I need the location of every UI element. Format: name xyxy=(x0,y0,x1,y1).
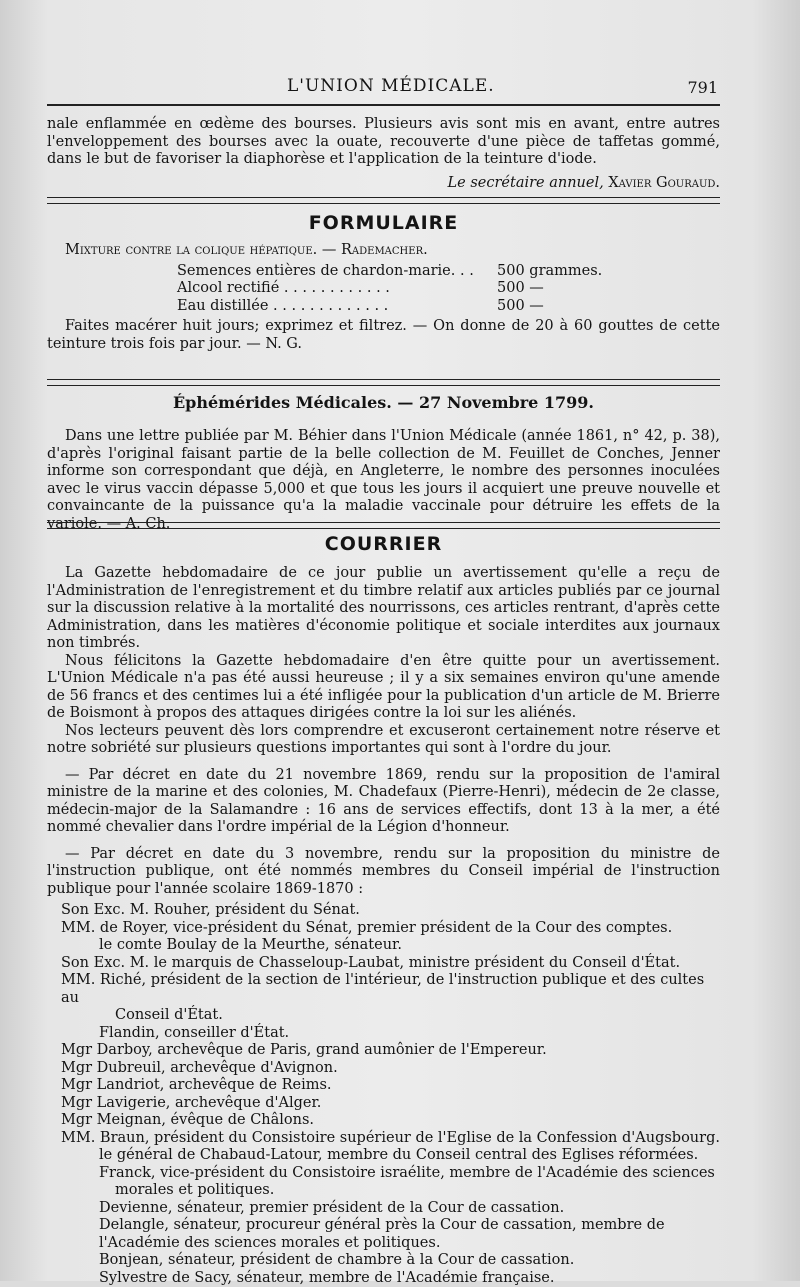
member-line: Bonjean, sénateur, président de chambre à la Cour de cassation. xyxy=(47,1252,720,1270)
ingredient-qty: 500 — xyxy=(497,298,544,316)
member-line: Mgr Dubreuil, archevêque d'Avignon. xyxy=(47,1060,720,1078)
ephemerides-section xyxy=(47,393,720,533)
member-line: Delangle, sénateur, procureur général près la Cour de cassation, membre de l'Académie des sciences morales et politiques. xyxy=(47,1217,720,1252)
member-line: le comte Boulay de la Meurthe, sénateur. xyxy=(47,937,720,955)
signature-name: Xavier Gouraud. xyxy=(608,175,720,191)
courrier-heading: COURRIER xyxy=(47,533,720,555)
courrier-paragraph: La Gazette hebdomadaire de ce jour publie un avertissement qu'elle a reçu de l'Administration de l'enregistrement et du timbre relatif aux articles publiés par ce journal sur la discussion relative à la mortalité des nourrissons, ces articles rentrant, d'après cette Administration, dans les matières d'économie politique et sociale interdites aux journaux non timbrés. xyxy=(47,565,720,653)
member-line: Mgr Landriot, archevêque de Reims. xyxy=(47,1077,720,1095)
member-line: MM. de Royer, vice-président du Sénat, premier président de la Cour des comptes. xyxy=(47,920,720,938)
ingredient-name: Eau distillée . . . . . . . . . . . . . xyxy=(47,298,497,316)
section-double-rule xyxy=(47,197,720,204)
member-line: MM. Braun, président du Consistoire supérieur de l'Eglise de la Confession d'Augsbourg. xyxy=(47,1130,720,1148)
ingredient-list xyxy=(47,263,720,316)
decree-paragraph: — Par décret en date du 3 novembre, rendu sur la proposition du ministre de l'instruction publique, ont été nommés membres du Conseil impérial de l'instruction publique pour l'année scolaire 1869-1870 : xyxy=(47,846,720,899)
member-line: MM. Riché, président de la section de l'intérieur, de l'instruction publique et des cultes au xyxy=(47,972,720,1007)
ingredient-name: Semences entières de chardon-marie. . . xyxy=(47,263,497,281)
member-line: Son Exc. M. Rouher, président du Sénat. xyxy=(47,902,720,920)
ingredient-name: Alcool rectifié . . . . . . . . . . . . xyxy=(47,280,497,298)
member-line: Mgr Meignan, évêque de Châlons. xyxy=(47,1112,720,1130)
page-header xyxy=(47,70,720,102)
member-line: Conseil d'État. xyxy=(47,1007,720,1025)
courrier-paragraph: Nous félicitons la Gazette hebdomadaire d'en être quitte pour un avertissement. L'Union Médicale n'a pas été aussi heureuse ; il y a six semaines environ qu'une amende de 56 francs et des centimes lui a été infligée pour la publication d'un article de M. Brierre de Boismont à propos des attaques dirigées contre la loi sur les aliénés. xyxy=(47,653,720,723)
member-line: Son Exc. M. le marquis de Chasseloup-Laubat, ministre président du Conseil d'État. xyxy=(47,955,720,973)
section-double-rule xyxy=(47,379,720,386)
member-line: Devienne, sénateur, premier président de la Cour de cassation. xyxy=(47,1200,720,1218)
ingredient-row xyxy=(47,280,720,298)
recipe-title: Mixture contre la colique hépatique. — Rademacher. xyxy=(47,242,720,260)
member-line: Sylvestre de Sacy, sénateur, membre de l'Académie française. xyxy=(47,1270,720,1287)
signature-role: Le secrétaire annuel, xyxy=(448,175,604,191)
ephemerides-paragraph: Dans une lettre publiée par M. Béhier dans l'Union Médicale (année 1861, n° 42, p. 38), d'après l'original faisant partie de la belle collection de M. Feuillet de Conches, Jenner informe son correspondant que déjà, en Angleterre, le nombre des personnes inoculées avec le virus vaccin dépasse 5,000 et que tous les jours il acquiert une preuve nouvelle et convaincante de la puissance qu'a la maladie vaccinale pour détruire les effets de la variole. — A. Ch. xyxy=(47,428,720,533)
member-line: Mgr Lavigerie, archevêque d'Alger. xyxy=(47,1095,720,1113)
signature xyxy=(47,175,720,193)
member-line: Flandin, conseiller d'État. xyxy=(47,1025,720,1043)
formulaire-heading: FORMULAIRE xyxy=(47,212,720,234)
courrier-body xyxy=(47,565,720,898)
running-title: L'UNION MÉDICALE. xyxy=(287,76,495,96)
page-number: 791 xyxy=(687,78,718,97)
member-line: morales et politiques. xyxy=(47,1182,720,1200)
ingredient-qty: 500 — xyxy=(497,280,544,298)
ingredient-qty: 500 grammes. xyxy=(497,263,602,281)
header-rule xyxy=(47,104,720,106)
recipe-instructions: Faites macérer huit jours; exprimez et filtrez. — On donne de 20 à 60 gouttes de cette teinture trois fois par jour. — N. G. xyxy=(47,318,720,353)
member-line: Franck, vice-président du Consistoire israélite, membre de l'Académie des sciences xyxy=(47,1165,720,1183)
council-member-list xyxy=(47,902,720,1287)
member-line: le général de Chabaud-Latour, membre du Conseil central des Eglises réformées. xyxy=(47,1147,720,1165)
intro-section xyxy=(47,116,720,192)
ingredient-row xyxy=(47,298,720,316)
member-line: Mgr Darboy, archevêque de Paris, grand aumônier de l'Empereur. xyxy=(47,1042,720,1060)
decree-paragraph: — Par décret en date du 21 novembre 1869, rendu sur la proposition de l'amiral ministre de la marine et des colonies, M. Chadefaux (Pierre-Henri), médecin de 2e classe, médecin-major de la Salamandre : 16 ans de services effectifs, dont 13 à la mer, a été nommé chevalier dans l'ordre impérial de la Légion d'honneur. xyxy=(47,767,720,837)
intro-paragraph: nale enflammée en œdème des bourses. Plusieurs avis sont mis en avant, entre autres l'enveloppement des bourses avec la ouate, recouverte d'une pièce de taffetas gommé, dans le but de favoriser la diaphorèse et l'application de la teinture d'iode. xyxy=(47,116,720,169)
ephemerides-heading: Éphémérides Médicales. — 27 Novembre 1799. xyxy=(47,393,720,412)
formulaire-section xyxy=(47,212,720,353)
section-double-rule xyxy=(47,522,720,529)
courrier-paragraph: Nos lecteurs peuvent dès lors comprendre et excuseront certainement notre réserve et notre sobriété sur plusieurs questions importantes qui sont à l'ordre du jour. xyxy=(47,723,720,758)
ingredient-row xyxy=(47,263,720,281)
courrier-section xyxy=(47,533,720,1287)
